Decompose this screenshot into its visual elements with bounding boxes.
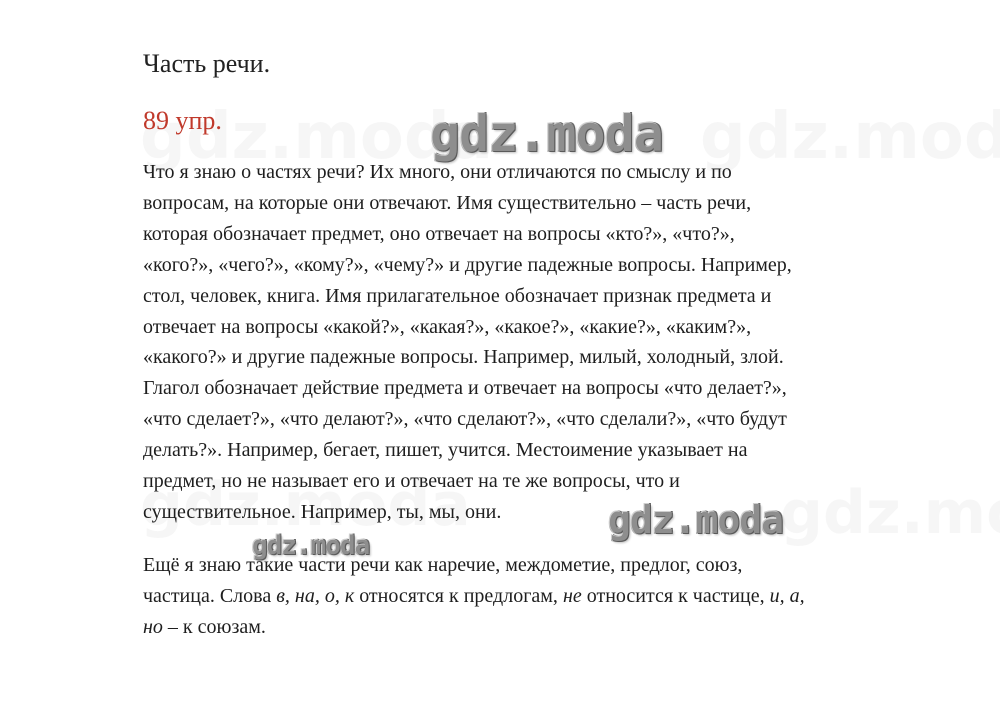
paragraph-line: предмет, но не называет его и отвечает на те же вопросы, что и	[143, 470, 680, 493]
paragraph-line: Глагол обозначает действие предмета и отвечает на вопросы «что делает?»,	[143, 377, 787, 400]
italic-example: и, а,	[769, 584, 805, 607]
paragraph-line: Ещё я знаю такие части речи как наречие, междометие, предлог, союз,	[143, 554, 743, 576]
paragraph-line: «что сделает?», «что делают?», «что сделают?», «что сделали?», «что будут	[143, 408, 787, 431]
text-run: относится к частице,	[581, 584, 770, 607]
paragraph-line: стол, человек, книга. Имя прилагательное обозначает признак предмета и	[143, 284, 772, 307]
exercise-label: 89 упр.	[143, 106, 222, 135]
paragraph-line	[143, 581, 943, 612]
paragraph-line: «какого?» и другие падежные вопросы. Например, милый, холодный, злой.	[143, 346, 784, 369]
text-run: частица. Слова	[143, 584, 277, 607]
watermark-logo: gdz.moda	[608, 498, 784, 542]
paragraph-other-parts	[143, 550, 943, 643]
watermark-logo: gdz.moda	[430, 105, 663, 163]
italic-example: но	[143, 615, 163, 638]
paragraph-line: Что я знаю о частях речи? Их много, они отличаются по смыслу и по	[143, 161, 732, 183]
paragraph-line: существительное. Например, ты, мы, они.	[143, 500, 502, 523]
paragraph-line: «кого?», «чего?», «кому?», «чему?» и другие падежные вопросы. Например,	[143, 253, 792, 276]
text-run: относятся к предлогам,	[354, 584, 563, 607]
paragraph-parts-of-speech	[143, 157, 943, 528]
text-run: – к союзам.	[162, 615, 266, 638]
paragraph-line	[143, 612, 943, 643]
italic-example: в, на, о, к	[276, 584, 355, 607]
italic-example: не	[562, 584, 582, 607]
paragraph-line: вопросам, на которые они отвечают. Имя существительно – часть речи,	[143, 191, 752, 214]
watermark-logo: gdz.moda	[252, 531, 370, 561]
page-title: Часть речи.	[143, 49, 271, 78]
paragraph-line: которая обозначает предмет, оно отвечает на вопросы «кто?», «что?»,	[143, 222, 735, 245]
paragraph-line: отвечает на вопросы «какой?», «какая?», «какое?», «какие?», «каким?»,	[143, 315, 752, 338]
paragraph-line: делать?». Например, бегает, пишет, учится. Местоимение указывает на	[143, 439, 748, 462]
